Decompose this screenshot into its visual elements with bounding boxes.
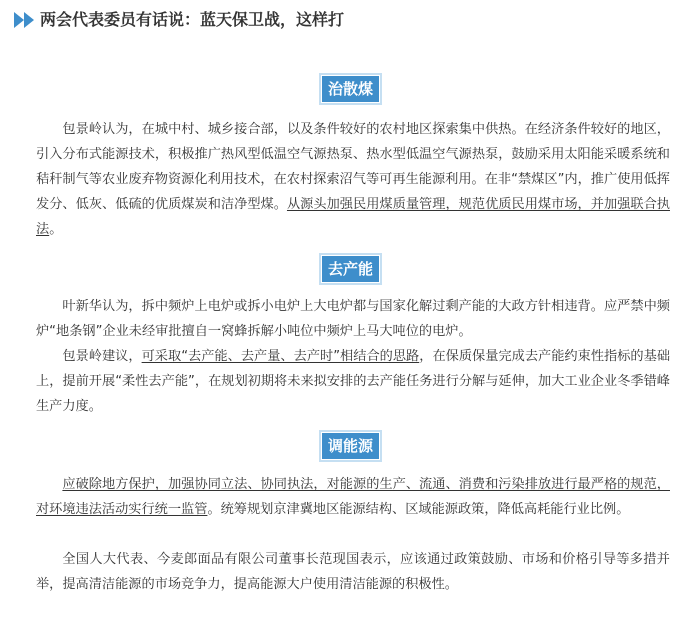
paragraph-text: 。统筹规划京津冀地区能源结构、区域能源政策，降低高耗能行业比例。 bbox=[207, 502, 630, 517]
section-badge-energy: 调能源 bbox=[322, 433, 379, 459]
section-badge-capacity: 去产能 bbox=[322, 256, 379, 282]
section-badge-coal: 治散煤 bbox=[322, 76, 379, 102]
page-title: 两会代表委员有话说：蓝天保卫战，这样打 bbox=[40, 10, 345, 29]
paragraph-capacity-2 bbox=[36, 344, 670, 419]
paragraph-underlined-text: 应破除地方保护，加强协同立法、协同执法，对能源的生产、流通、消费和污染排放进行最严格的规范，对环境违法活动实行统一监管 bbox=[36, 477, 670, 517]
article-header bbox=[0, 0, 698, 40]
paragraph-underlined-text: 可采取“去产能、去产量、去产时”相结合的思路 bbox=[141, 349, 420, 364]
paragraph-text: 包景岭认为，在城中村、城乡接合部，以及条件较好的农村地区探索集中供热。在经济条件较好的地区，引入分布式能源技术，积极推广热风型低温空气源热泵、热水型低温空气源热泵，鼓励采用太阳能采暖系统和秸秆制气等农业废弃物资源化利用技术，在农村探索沼气等可再生能源利用。在非“禁煤区”内，推广使用低挥发分、低灰、低硫的优质煤炭和洁净型煤。 bbox=[36, 122, 670, 212]
double-arrow-icon bbox=[14, 12, 38, 28]
paragraph-text: ，在保质保量完成去产能约束性指标的基础上，提前开展“柔性去产能”，在规划初期将未来拟安排的去产能任务进行分解与延伸，加大工业企业冬季错峰生产力度。 bbox=[36, 349, 671, 414]
paragraph-coal-1 bbox=[36, 117, 670, 242]
paragraph-text: 叶新华认为，拆中频炉上电炉或拆小电炉上大电炉都与国家化解过剩产能的大政方针相违背。应严禁中频炉“地条钢”企业未经审批擅自一窝蜂拆解小吨位中频炉上马大吨位的电炉。 bbox=[36, 299, 670, 339]
paragraph-energy-1 bbox=[36, 472, 670, 522]
paragraph-underlined-text: 从源头加强民用煤质量管理，规范优质民用煤市场，并加强联合执法 bbox=[36, 197, 670, 237]
paragraph-text: 全国人大代表、今麦郎面品有限公司董事长范现国表示，应该通过政策鼓励、市场和价格引导等多措并举，提高清洁能源的市场竞争力，提高能源大户使用清洁能源的积极性。 bbox=[36, 552, 670, 592]
paragraph-text: 包景岭建议， bbox=[62, 349, 142, 364]
paragraph-energy-2 bbox=[36, 547, 670, 597]
paragraph-text: 。 bbox=[49, 222, 63, 237]
paragraph-capacity-1 bbox=[36, 294, 670, 344]
